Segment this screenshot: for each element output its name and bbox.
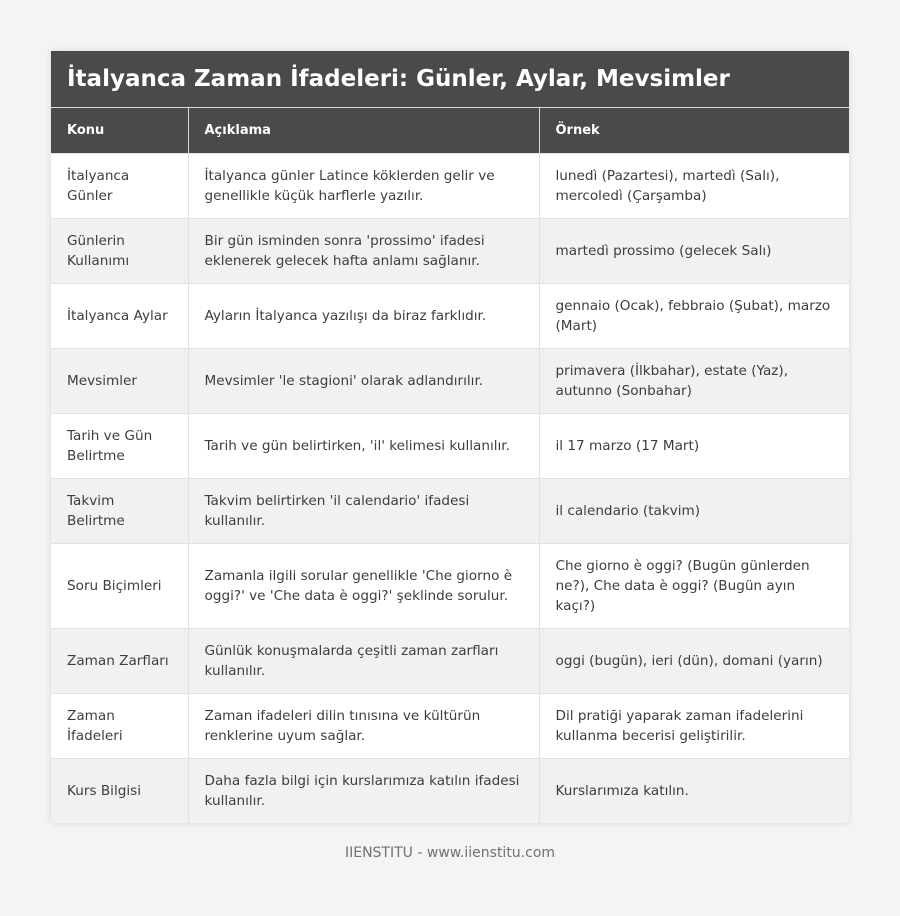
cell-konu: İtalyanca Aylar <box>51 283 188 348</box>
cell-ornek: primavera (İlkbahar), estate (Yaz), autunno (Sonbahar) <box>539 348 849 413</box>
cell-aciklama: Tarih ve gün belirtirken, 'il' kelimesi kullanılır. <box>188 413 539 478</box>
cell-konu: Mevsimler <box>51 348 188 413</box>
cell-aciklama: Zamanla ilgili sorular genellikle 'Che giorno è oggi?' ve 'Che data è oggi?' şeklinde sorulur. <box>188 543 539 628</box>
cell-ornek: Che giorno è oggi? (Bugün günlerden ne?), Che data è oggi? (Bugün ayın kaçı?) <box>539 543 849 628</box>
cell-aciklama: Ayların İtalyanca yazılışı da biraz farklıdır. <box>188 283 539 348</box>
cell-aciklama: Bir gün isminden sonra 'prossimo' ifadesi eklenerek gelecek hafta anlamı sağlanır. <box>188 218 539 283</box>
cell-ornek: martedì prossimo (gelecek Salı) <box>539 218 849 283</box>
column-header-aciklama: Açıklama <box>188 108 539 153</box>
cell-ornek: Kurslarımıza katılın. <box>539 758 849 823</box>
table-row <box>51 628 849 693</box>
cell-ornek: oggi (bugün), ieri (dün), domani (yarın) <box>539 628 849 693</box>
cell-aciklama: İtalyanca günler Latince köklerden gelir ve genellikle küçük harflerle yazılır. <box>188 153 539 218</box>
column-header-ornek: Örnek <box>539 108 849 153</box>
cell-konu: İtalyanca Günler <box>51 153 188 218</box>
table-row <box>51 348 849 413</box>
table-card <box>51 51 849 823</box>
cell-konu: Soru Biçimleri <box>51 543 188 628</box>
title-bar <box>51 51 849 108</box>
cell-konu: Günlerin Kullanımı <box>51 218 188 283</box>
cell-aciklama: Takvim belirtirken 'il calendario' ifadesi kullanılır. <box>188 478 539 543</box>
cell-aciklama: Mevsimler 'le stagioni' olarak adlandırılır. <box>188 348 539 413</box>
table-row <box>51 413 849 478</box>
table-row <box>51 758 849 823</box>
table-row <box>51 283 849 348</box>
cell-aciklama: Zaman ifadeleri dilin tınısına ve kültürün renklerine uyum sağlar. <box>188 693 539 758</box>
cell-konu: Zaman İfadeleri <box>51 693 188 758</box>
cell-konu: Kurs Bilgisi <box>51 758 188 823</box>
table-row <box>51 153 849 218</box>
column-header-konu: Konu <box>51 108 188 153</box>
cell-konu: Tarih ve Gün Belirtme <box>51 413 188 478</box>
page-title: İtalyanca Zaman İfadeleri: Günler, Aylar, Mevsimler <box>67 66 730 92</box>
cell-konu: Zaman Zarfları <box>51 628 188 693</box>
footer-credit: IIENSTITU - www.iienstitu.com <box>344 845 556 861</box>
cell-aciklama: Daha fazla bilgi için kurslarımıza katılın ifadesi kullanılır. <box>188 758 539 823</box>
table-row <box>51 543 849 628</box>
table-row <box>51 478 849 543</box>
cell-ornek: Dil pratiği yaparak zaman ifadelerini kullanma becerisi geliştirilir. <box>539 693 849 758</box>
cell-ornek: gennaio (Ocak), febbraio (Şubat), marzo (Mart) <box>539 283 849 348</box>
cell-konu: Takvim Belirtme <box>51 478 188 543</box>
table-row <box>51 218 849 283</box>
table-row <box>51 693 849 758</box>
cell-ornek: lunedì (Pazartesi), martedì (Salı), mercoledì (Çarşamba) <box>539 153 849 218</box>
cell-aciklama: Günlük konuşmalarda çeşitli zaman zarfları kullanılır. <box>188 628 539 693</box>
cell-ornek: il calendario (takvim) <box>539 478 849 543</box>
time-expressions-table <box>51 108 849 823</box>
cell-ornek: il 17 marzo (17 Mart) <box>539 413 849 478</box>
table-header-row <box>51 108 849 153</box>
